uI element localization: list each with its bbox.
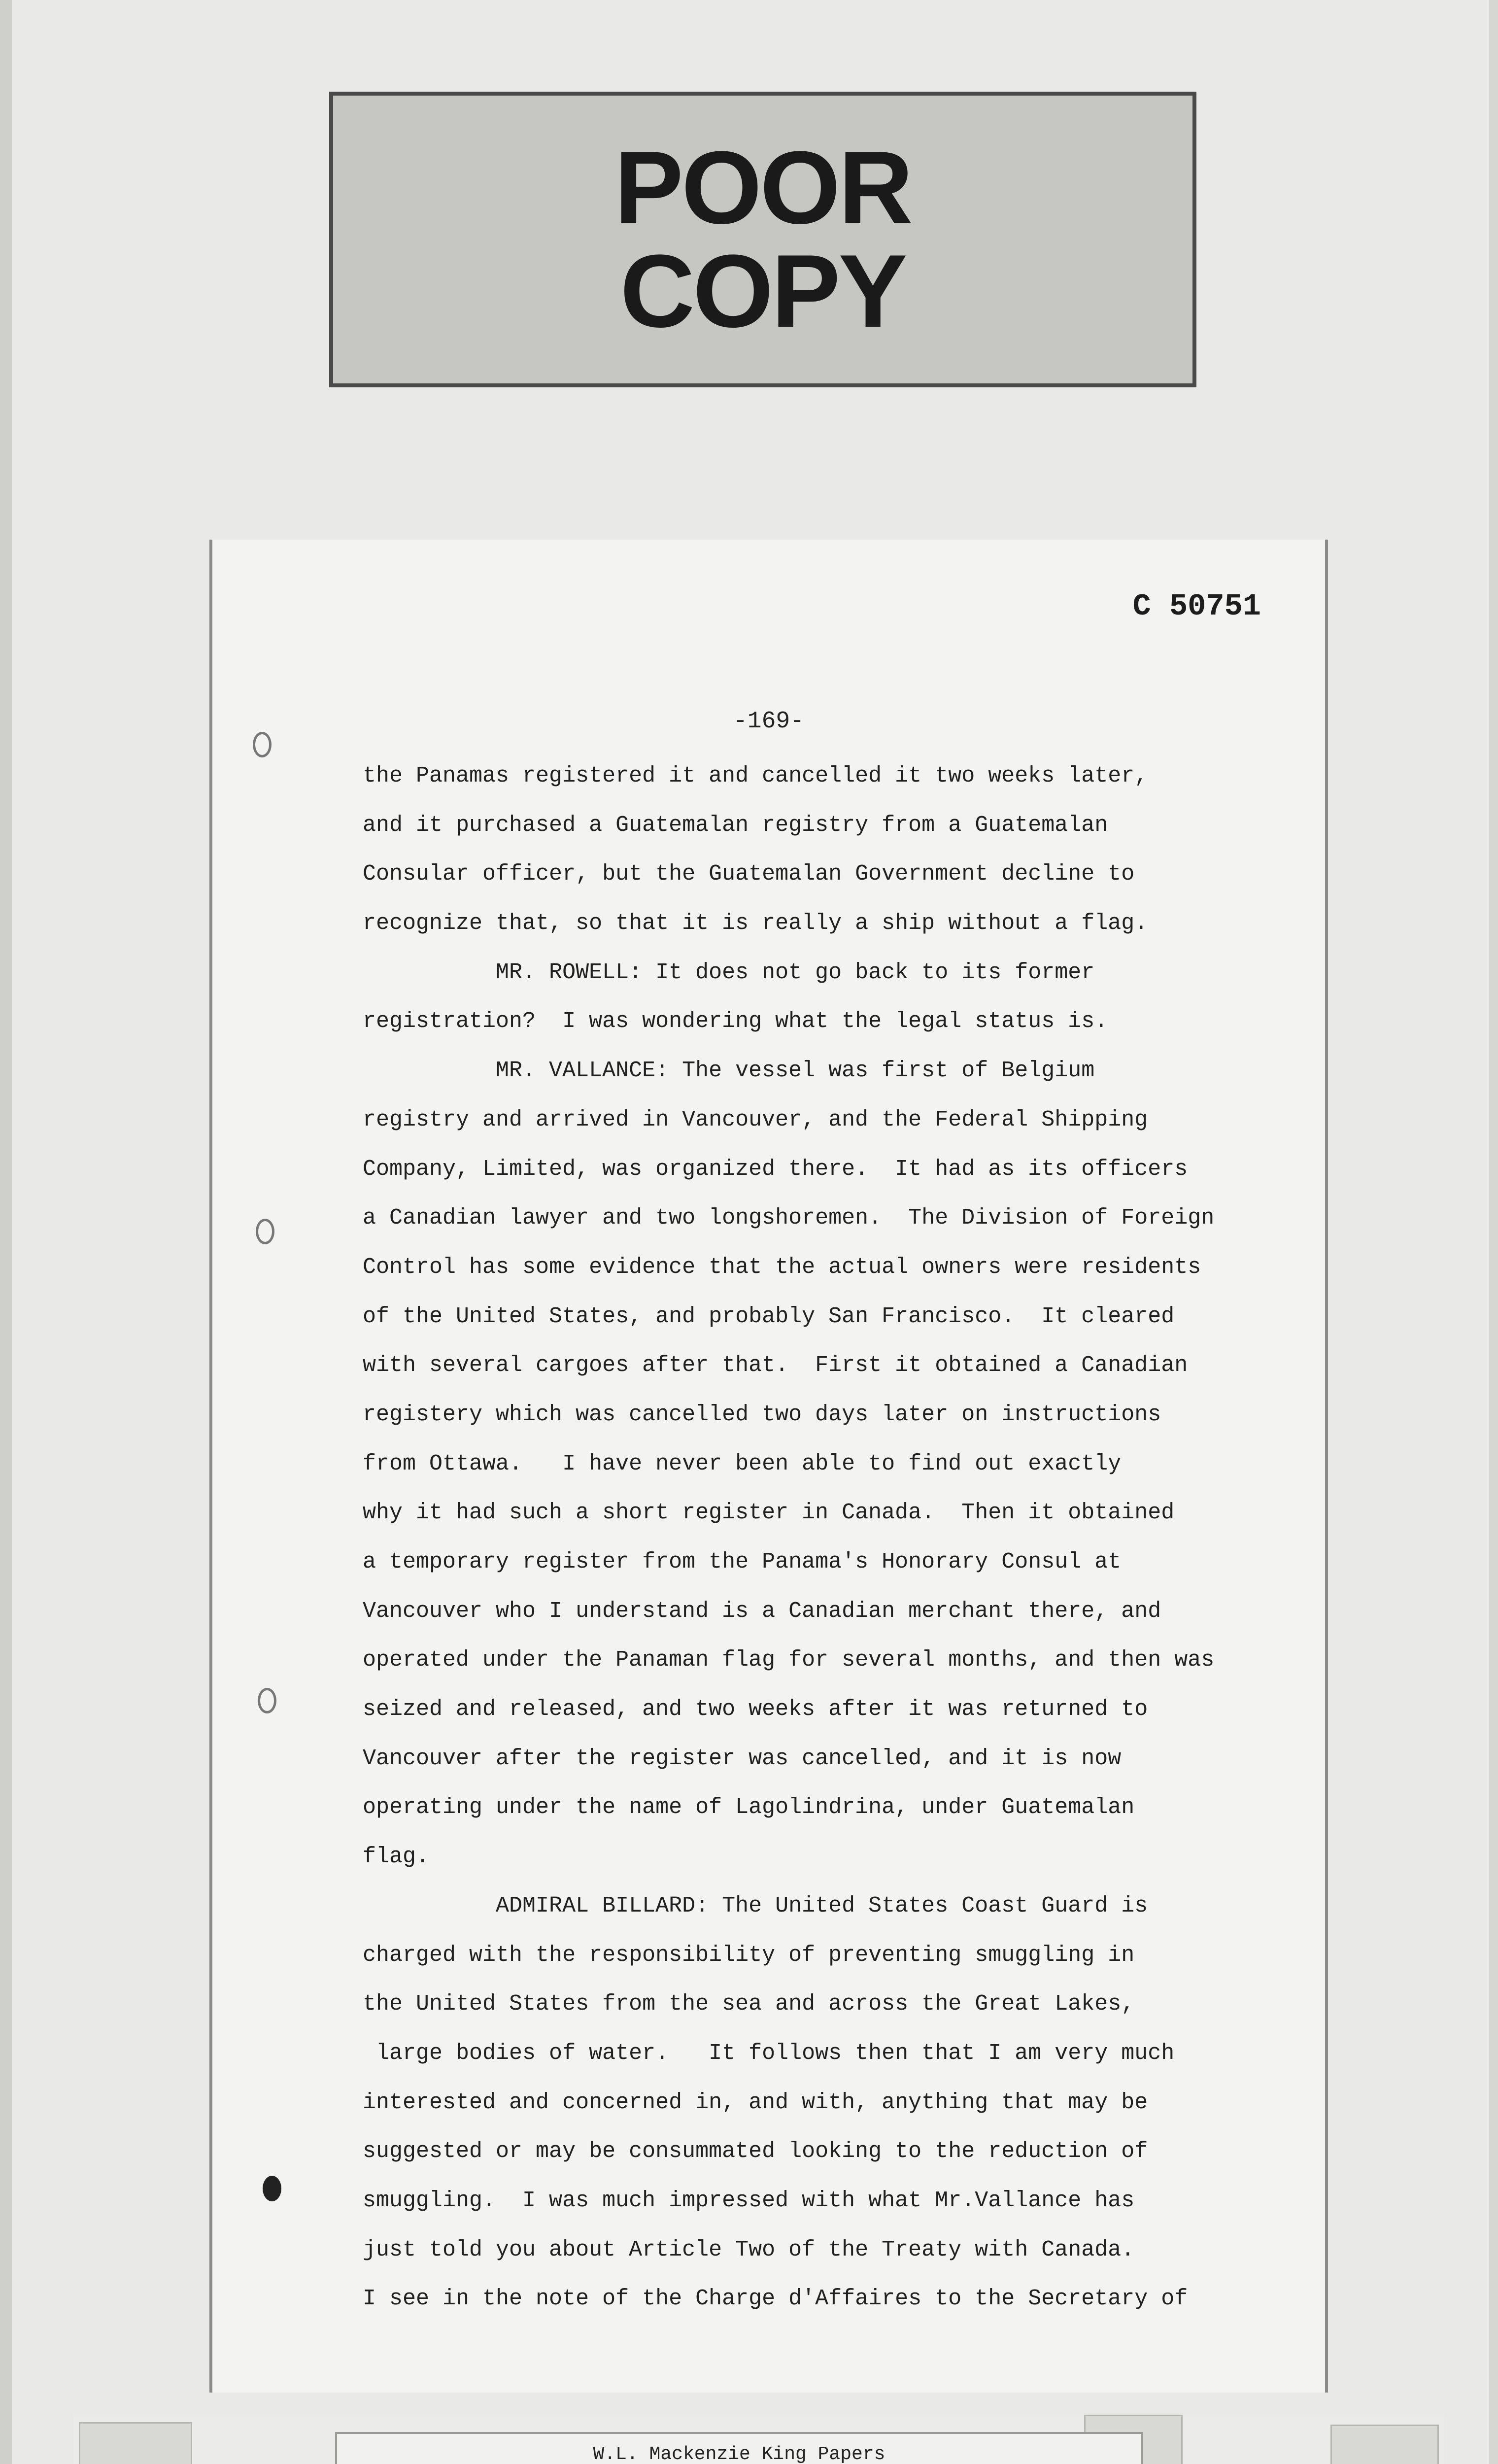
text-line: the United States from the sea and across the Great Lakes, <box>363 1991 1135 2017</box>
typed-document-page <box>209 540 1328 2393</box>
text-line: and it purchased a Guatemalan registry from a Guatemalan <box>363 812 1108 838</box>
text-line: a temporary register from the Panama's Honorary Consul at <box>363 1549 1122 1574</box>
text-line: Control has some evidence that the actual owners were residents <box>363 1254 1201 1280</box>
collection-name: W.L. Mackenzie King Papers <box>593 2444 885 2464</box>
text-line: registery which was cancelled two days later on instructions <box>363 1402 1161 1427</box>
text-line: just told you about Article Two of the Treaty with Canada. <box>363 2237 1135 2262</box>
text-line: registration? I was wondering what the legal status is. <box>363 1009 1108 1034</box>
text-line: Company, Limited, was organized there. It had as its officers <box>363 1156 1188 1182</box>
text-line: interested and concerned in, and with, anything that may be <box>363 2089 1148 2115</box>
text-line: registry and arrived in Vancouver, and the Federal Shipping <box>363 1107 1148 1132</box>
tape-strip <box>79 2422 192 2464</box>
text-line: with several cargoes after that. First it obtained a Canadian <box>363 1353 1188 1378</box>
collection-label <box>335 2432 1143 2464</box>
text-line: charged with the responsibility of preventing smuggling in <box>363 1942 1135 1968</box>
text-line: the Panamas registered it and cancelled it two weeks later, <box>363 763 1148 788</box>
text-line: flag. <box>363 1844 430 1870</box>
punch-hole-icon <box>253 732 272 757</box>
text-line: why it had such a short register in Canada. Then it obtained <box>363 1500 1175 1526</box>
stamp-line-1: POOR <box>614 130 912 245</box>
punch-hole-icon <box>258 1688 276 1713</box>
reference-number: C 50751 <box>1132 589 1261 624</box>
punch-hole-icon <box>256 1219 274 1244</box>
text-line: MR. VALLANCE: The vessel was first of Belgium <box>363 1058 1095 1084</box>
page-number: -169- <box>733 708 805 735</box>
frame-edge-left <box>0 0 12 2464</box>
text-line: Vancouver after the register was cancelled, and it is now <box>363 1745 1122 1771</box>
text-line: seized and released, and two weeks after it was returned to <box>363 1697 1148 1722</box>
text-line: large bodies of water. It follows then that I am very much <box>363 2040 1175 2066</box>
text-line: suggested or may be consummated looking to the reduction of <box>363 2139 1148 2164</box>
text-line: smuggling. I was much impressed with what Mr.Vallance has <box>363 2188 1135 2213</box>
frame-edge-right <box>1489 0 1498 2464</box>
text-line: recognize that, so that it is really a ship without a flag. <box>363 911 1148 936</box>
text-line: Consular officer, but the Guatemalan Government decline to <box>363 861 1135 887</box>
text-line: a Canadian lawyer and two longshoremen. The Division of Foreign <box>363 1205 1215 1231</box>
stamp-line-2: COPY <box>620 233 906 349</box>
text-line: I see in the note of the Charge d'Affaires to the Secretary of <box>363 2286 1188 2312</box>
text-line: ADMIRAL BILLARD: The United States Coast Guard is <box>363 1893 1148 1918</box>
poor-copy-stamp <box>329 92 1196 387</box>
text-line: MR. ROWELL: It does not go back to its former <box>363 959 1095 985</box>
text-line: from Ottawa. I have never been able to find out exactly <box>363 1451 1122 1476</box>
text-line: of the United States, and probably San Francisco. It cleared <box>363 1303 1175 1329</box>
tape-strip <box>1330 2425 1439 2464</box>
text-line: operated under the Panaman flag for several months, and then was <box>363 1647 1215 1673</box>
text-line: Vancouver who I understand is a Canadian merchant there, and <box>363 1598 1161 1624</box>
punch-hole-icon <box>263 2176 281 2201</box>
document-body <box>363 752 1299 2324</box>
text-line: operating under the name of Lagolindrina, under Guatemalan <box>363 1795 1135 1820</box>
